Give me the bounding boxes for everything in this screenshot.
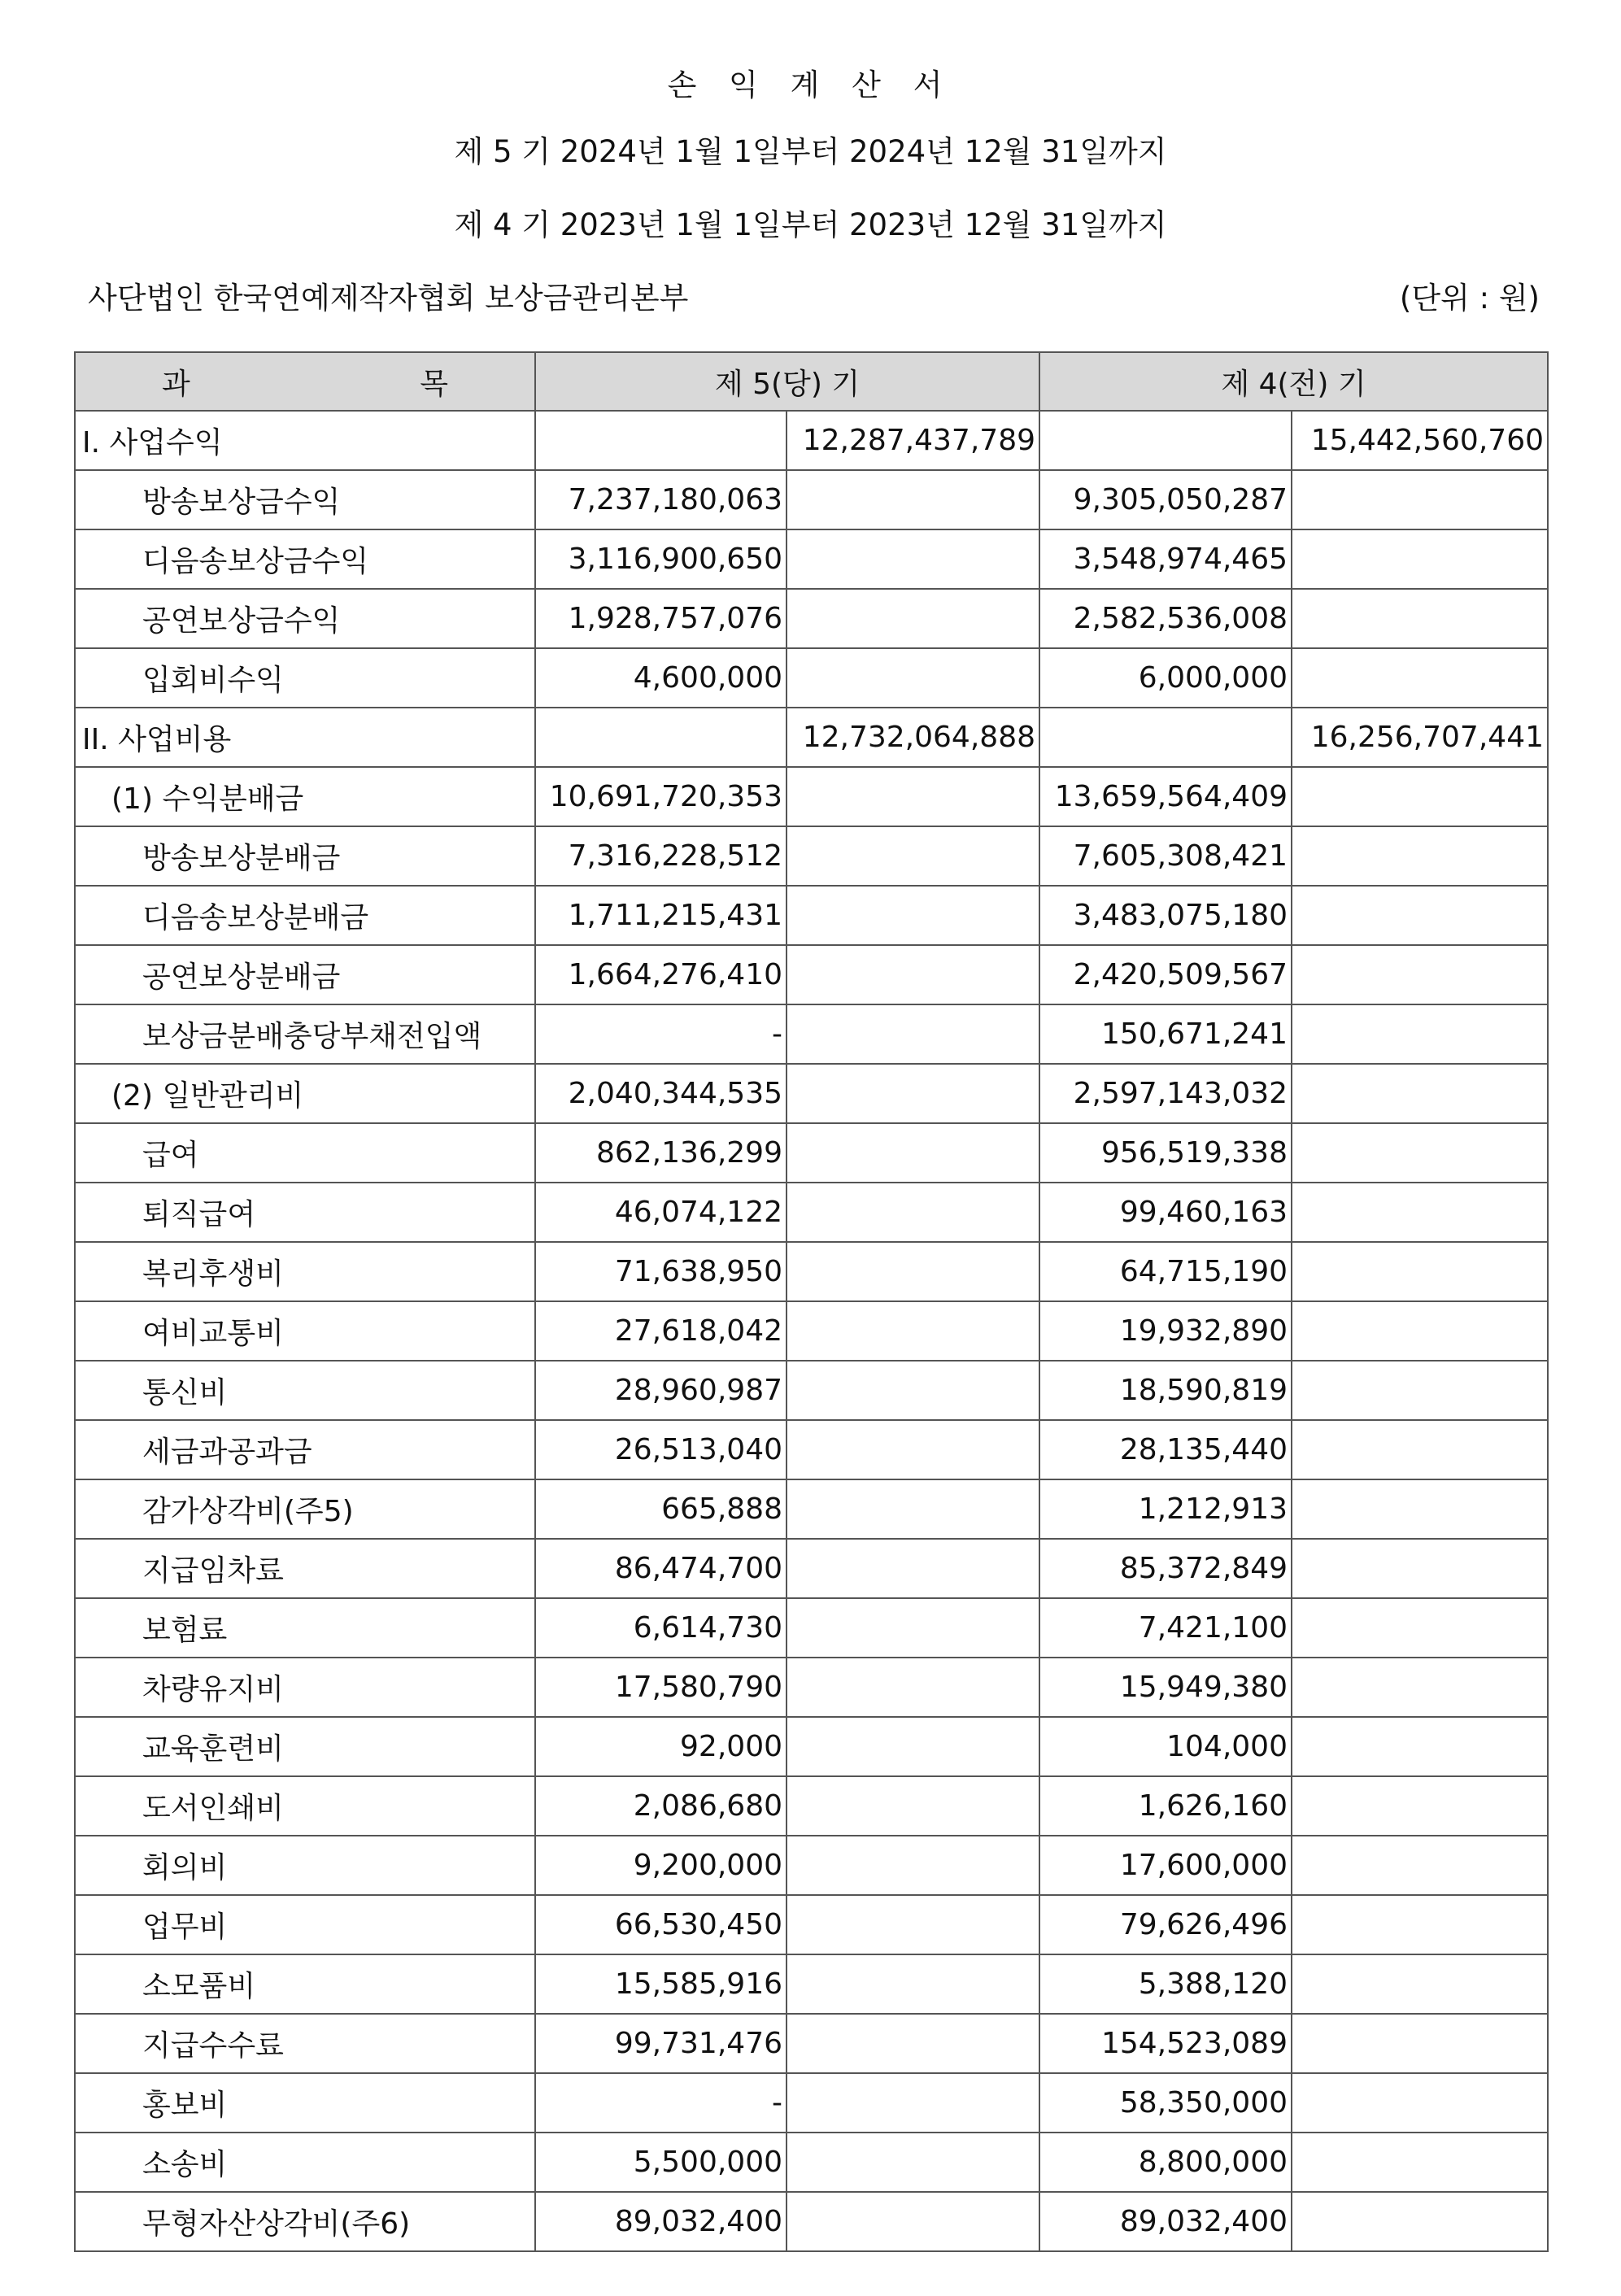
account-header-left: 과: [162, 367, 190, 401]
table-row: [75, 767, 1548, 826]
current-detail-cell: 86,474,700: [535, 1539, 787, 1598]
prior-total-cell: [1292, 945, 1548, 1004]
period-prior: 제 4 기 2023년 1월 1일부터 2023년 12월 31일까지: [454, 207, 1167, 242]
current-detail-cell: [535, 411, 787, 470]
account-label-cell: 디음송보상분배금: [75, 886, 535, 945]
prior-total-cell: 15,442,560,760: [1292, 411, 1548, 470]
table-row: [75, 648, 1548, 708]
account-label-cell: 차량유지비: [75, 1658, 535, 1717]
prior-detail-cell: [1039, 411, 1292, 470]
current-total-cell: [787, 1361, 1039, 1420]
prior-total-cell: [1292, 1539, 1548, 1598]
account-label-cell: 소모품비: [75, 1954, 535, 2014]
table-header-row: [75, 352, 1548, 411]
account-label-cell: 세금과공과금: [75, 1420, 535, 1479]
prior-total-cell: [1292, 1717, 1548, 1776]
prior-total-cell: [1292, 1479, 1548, 1539]
current-detail-cell: [535, 708, 787, 767]
account-label-cell: 지급수수료: [75, 2014, 535, 2073]
prior-total-cell: [1292, 2133, 1548, 2192]
table-row: [75, 1301, 1548, 1361]
prior-total-cell: [1292, 529, 1548, 589]
table-row: [75, 411, 1548, 470]
table-row: [75, 1479, 1548, 1539]
prior-total-cell: 16,256,707,441: [1292, 708, 1548, 767]
prior-detail-cell: 1,626,160: [1039, 1776, 1292, 1836]
current-total-cell: [787, 1123, 1039, 1183]
prior-detail-cell: 5,388,120: [1039, 1954, 1292, 2014]
current-detail-cell: 862,136,299: [535, 1123, 787, 1183]
prior-detail-cell: 7,421,100: [1039, 1598, 1292, 1658]
current-total-cell: [787, 1717, 1039, 1776]
current-total-cell: [787, 470, 1039, 529]
current-total-cell: [787, 1658, 1039, 1717]
account-label-cell: 방송보상금수익: [75, 470, 535, 529]
current-total-cell: [787, 2014, 1039, 2073]
prior-total-cell: [1292, 1242, 1548, 1301]
table-row: [75, 945, 1548, 1004]
prior-total-cell: [1292, 1123, 1548, 1183]
current-total-cell: [787, 1895, 1039, 1954]
current-detail-cell: 66,530,450: [535, 1895, 787, 1954]
prior-detail-cell: 9,305,050,287: [1039, 470, 1292, 529]
prior-detail-cell: 17,600,000: [1039, 1836, 1292, 1895]
table-row: [75, 886, 1548, 945]
current-total-cell: [787, 1301, 1039, 1361]
current-detail-cell: -: [535, 1004, 787, 1064]
current-detail-cell: 5,500,000: [535, 2133, 787, 2192]
prior-total-cell: [1292, 2014, 1548, 2073]
current-total-cell: [787, 1004, 1039, 1064]
table-row: [75, 2073, 1548, 2133]
prior-total-cell: [1292, 1301, 1548, 1361]
prior-detail-cell: 58,350,000: [1039, 2073, 1292, 2133]
prior-total-cell: [1292, 648, 1548, 708]
table-row: [75, 1895, 1548, 1954]
current-detail-cell: 15,585,916: [535, 1954, 787, 2014]
current-detail-cell: 26,513,040: [535, 1420, 787, 1479]
current-total-cell: [787, 1420, 1039, 1479]
period-current: 제 5 기 2024년 1월 1일부터 2024년 12월 31일까지: [454, 134, 1167, 169]
current-total-cell: [787, 1836, 1039, 1895]
prior-total-cell: [1292, 1776, 1548, 1836]
table-row: [75, 1123, 1548, 1183]
table-row: [75, 1420, 1548, 1479]
current-total-cell: [787, 1064, 1039, 1123]
account-label-cell: 소송비: [75, 2133, 535, 2192]
account-label-cell: 홍보비: [75, 2073, 535, 2133]
prior-detail-cell: 64,715,190: [1039, 1242, 1292, 1301]
current-detail-cell: 99,731,476: [535, 2014, 787, 2073]
account-label-cell: 도서인쇄비: [75, 1776, 535, 1836]
table-row: [75, 589, 1548, 648]
table-row: [75, 1183, 1548, 1242]
prior-total-cell: [1292, 1836, 1548, 1895]
table-row: [75, 2192, 1548, 2251]
account-label-cell: I. 사업수익: [75, 411, 535, 470]
current-detail-cell: 27,618,042: [535, 1301, 787, 1361]
account-label-cell: (1) 수익분배금: [75, 767, 535, 826]
table-row: [75, 1658, 1548, 1717]
table-row: [75, 470, 1548, 529]
prior-total-cell: [1292, 1895, 1548, 1954]
prior-detail-cell: 79,626,496: [1039, 1895, 1292, 1954]
table-row: [75, 1539, 1548, 1598]
prior-detail-cell: 3,548,974,465: [1039, 529, 1292, 589]
table-row: [75, 1954, 1548, 2014]
account-label-cell: 보상금분배충당부채전입액: [75, 1004, 535, 1064]
prior-total-cell: [1292, 1420, 1548, 1479]
account-label-cell: 업무비: [75, 1895, 535, 1954]
table-row: [75, 1836, 1548, 1895]
current-total-cell: [787, 2192, 1039, 2251]
prior-detail-cell: 13,659,564,409: [1039, 767, 1292, 826]
current-detail-cell: 10,691,720,353: [535, 767, 787, 826]
prior-detail-cell: 2,420,509,567: [1039, 945, 1292, 1004]
table-row: [75, 1598, 1548, 1658]
current-total-cell: [787, 589, 1039, 648]
current-detail-cell: 89,032,400: [535, 2192, 787, 2251]
prior-detail-cell: 28,135,440: [1039, 1420, 1292, 1479]
current-detail-cell: 2,040,344,535: [535, 1064, 787, 1123]
table-row: [75, 1776, 1548, 1836]
current-period-header: 제 5(당) 기: [535, 352, 1039, 411]
prior-total-cell: [1292, 886, 1548, 945]
account-label-cell: (2) 일반관리비: [75, 1064, 535, 1123]
current-total-cell: [787, 945, 1039, 1004]
prior-detail-cell: 85,372,849: [1039, 1539, 1292, 1598]
prior-detail-cell: 104,000: [1039, 1717, 1292, 1776]
prior-detail-cell: 2,597,143,032: [1039, 1064, 1292, 1123]
current-total-cell: [787, 1479, 1039, 1539]
account-label-cell: 입회비수익: [75, 648, 535, 708]
current-detail-cell: 46,074,122: [535, 1183, 787, 1242]
current-detail-cell: -: [535, 2073, 787, 2133]
prior-total-cell: [1292, 589, 1548, 648]
prior-detail-cell: 15,949,380: [1039, 1658, 1292, 1717]
current-detail-cell: 17,580,790: [535, 1658, 787, 1717]
prior-detail-cell: 150,671,241: [1039, 1004, 1292, 1064]
company-name: 사단법인 한국연예제작자협회 보상금관리본부: [88, 281, 689, 316]
current-total-cell: [787, 1598, 1039, 1658]
prior-detail-cell: 154,523,089: [1039, 2014, 1292, 2073]
current-total-cell: [787, 2073, 1039, 2133]
account-label-cell: 공연보상분배금: [75, 945, 535, 1004]
current-detail-cell: 28,960,987: [535, 1361, 787, 1420]
current-detail-cell: 4,600,000: [535, 648, 787, 708]
prior-total-cell: [1292, 1004, 1548, 1064]
prior-total-cell: [1292, 2192, 1548, 2251]
current-detail-cell: 71,638,950: [535, 1242, 787, 1301]
prior-detail-cell: 2,582,536,008: [1039, 589, 1292, 648]
prior-detail-cell: 956,519,338: [1039, 1123, 1292, 1183]
current-detail-cell: 7,316,228,512: [535, 826, 787, 886]
account-label-cell: II. 사업비용: [75, 708, 535, 767]
account-label-cell: 통신비: [75, 1361, 535, 1420]
income-statement-table: [74, 351, 1549, 2252]
current-detail-cell: 2,086,680: [535, 1776, 787, 1836]
table-row: [75, 1361, 1548, 1420]
current-total-cell: [787, 648, 1039, 708]
prior-total-cell: [1292, 470, 1548, 529]
account-header-right: 목: [420, 367, 448, 401]
account-label-cell: 급여: [75, 1123, 535, 1183]
prior-detail-cell: 3,483,075,180: [1039, 886, 1292, 945]
table-row: [75, 826, 1548, 886]
prior-detail-cell: 18,590,819: [1039, 1361, 1292, 1420]
prior-detail-cell: 7,605,308,421: [1039, 826, 1292, 886]
current-total-cell: [787, 1183, 1039, 1242]
current-total-cell: [787, 767, 1039, 826]
table-row: [75, 708, 1548, 767]
current-detail-cell: 665,888: [535, 1479, 787, 1539]
current-detail-cell: 1,711,215,431: [535, 886, 787, 945]
prior-detail-cell: 89,032,400: [1039, 2192, 1292, 2251]
table-row: [75, 1717, 1548, 1776]
prior-total-cell: [1292, 1598, 1548, 1658]
current-detail-cell: 92,000: [535, 1717, 787, 1776]
current-total-cell: 12,287,437,789: [787, 411, 1039, 470]
prior-total-cell: [1292, 1064, 1548, 1123]
prior-total-cell: [1292, 1361, 1548, 1420]
table-row: [75, 1004, 1548, 1064]
account-label-cell: 복리후생비: [75, 1242, 535, 1301]
current-total-cell: [787, 1242, 1039, 1301]
account-label-cell: 여비교통비: [75, 1301, 535, 1361]
account-label-cell: 방송보상분배금: [75, 826, 535, 886]
unit-label: (단위 : 원): [1399, 281, 1540, 316]
current-detail-cell: 9,200,000: [535, 1836, 787, 1895]
current-total-cell: [787, 1954, 1039, 2014]
account-label-cell: 보험료: [75, 1598, 535, 1658]
current-total-cell: [787, 1776, 1039, 1836]
prior-detail-cell: 1,212,913: [1039, 1479, 1292, 1539]
prior-detail-cell: 19,932,890: [1039, 1301, 1292, 1361]
prior-total-cell: [1292, 1183, 1548, 1242]
account-label-cell: 지급임차료: [75, 1539, 535, 1598]
current-detail-cell: 6,614,730: [535, 1598, 787, 1658]
prior-period-header: 제 4(전) 기: [1039, 352, 1548, 411]
current-total-cell: [787, 826, 1039, 886]
table-row: [75, 529, 1548, 589]
current-detail-cell: 1,664,276,410: [535, 945, 787, 1004]
prior-detail-cell: 6,000,000: [1039, 648, 1292, 708]
account-label-cell: 감가상각비(주5): [75, 1479, 535, 1539]
current-detail-cell: 1,928,757,076: [535, 589, 787, 648]
current-total-cell: [787, 2133, 1039, 2192]
table-row: [75, 1242, 1548, 1301]
account-label-cell: 무형자산상각비(주6): [75, 2192, 535, 2251]
table-row: [75, 2014, 1548, 2073]
account-label-cell: 회의비: [75, 1836, 535, 1895]
prior-detail-cell: 99,460,163: [1039, 1183, 1292, 1242]
current-total-cell: [787, 886, 1039, 945]
prior-detail-cell: 8,800,000: [1039, 2133, 1292, 2192]
account-label-cell: 교육훈련비: [75, 1717, 535, 1776]
prior-detail-cell: [1039, 708, 1292, 767]
prior-total-cell: [1292, 767, 1548, 826]
current-total-cell: 12,732,064,888: [787, 708, 1039, 767]
table-row: [75, 2133, 1548, 2192]
current-total-cell: [787, 529, 1039, 589]
table-row: [75, 1064, 1548, 1123]
account-label-cell: 디음송보상금수익: [75, 529, 535, 589]
current-total-cell: [787, 1539, 1039, 1598]
prior-total-cell: [1292, 1954, 1548, 2014]
prior-total-cell: [1292, 1658, 1548, 1717]
prior-total-cell: [1292, 2073, 1548, 2133]
prior-total-cell: [1292, 826, 1548, 886]
current-detail-cell: 7,237,180,063: [535, 470, 787, 529]
account-label-cell: 공연보상금수익: [75, 589, 535, 648]
account-header: [75, 352, 535, 411]
account-label-cell: 퇴직급여: [75, 1183, 535, 1242]
current-detail-cell: 3,116,900,650: [535, 529, 787, 589]
document-title: 손 익 계 산 서: [667, 68, 954, 102]
